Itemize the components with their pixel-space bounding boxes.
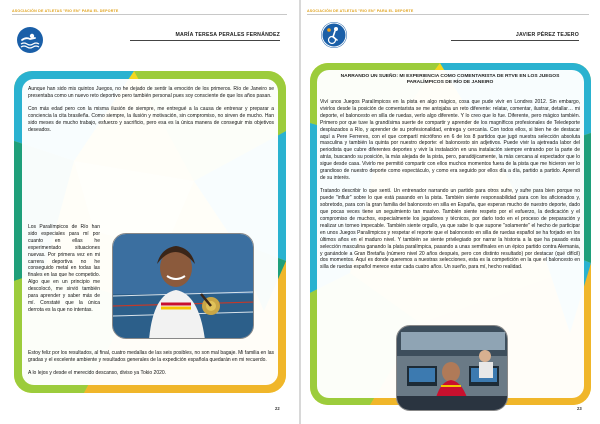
paragraph-4: Estoy feliz por los resultados, al final, cuatro medallas de las seis posibles, no son mal bagaje. Mi familia en las gradas y el excelente ambiente y resultados generales de la expedición española quedarán en mi recuerdo. xyxy=(28,350,274,363)
article-text-column xyxy=(28,224,100,320)
swimmer-icon xyxy=(17,27,43,53)
commentary-booth-photo xyxy=(396,325,508,411)
author-block xyxy=(130,32,280,41)
athlete-photo xyxy=(112,233,254,339)
article-text-top xyxy=(28,86,274,140)
paragraph-1: Viví unos Juegos Paralímpicos en la pista en algo mágico, cosa que pude vivir en Londres 2012. Sin embargo, vivirlos desde la posición de comentarista se me antojaba un reto diferente: relatar, comentar, ilustrar, detallar… mi deporte, el baloncesto en silla de ruedas, verlo algo diferente. Y lo creo que lo fue. Diferente, pero mágico también. Primero por que tuve la grandísima suerte de compartir y aprender de los magníficos profesionales de Teledeporte desplazados a Río, y aprender de su profesionalidad, entrega y cercanía. Con todos ellos, si bien he de destacar aquí a Pere Ferreres, con el que compartí micrófono en 6 de los 8 partidos que jugó nuestra selección absoluta masculina y también la quinta por nuestro deporte: el baloncesto sin adjetivos. Puede vivir la ajetreada labor del periodista que cubre diferentes deportes y vivir la instalación en una instalación siempre entrando por la parte de atrás, buscando su posición, la más alejada de la pista, pero, paradójicamente, la más cercana al espectador que lo sigue desde casa. Vivirlo me permitió compartir con ellos muchos momentos fuera de la pista que me hicieron ver lo grandioso de nuestro deporte como espectáculo, y como era seguido por ellos día a día, partido a partido. Aprendí de su interés. xyxy=(320,99,580,181)
right-page xyxy=(301,0,600,424)
author-rule xyxy=(130,40,280,41)
running-header: ASOCIACIÓN DE ATLETAS "RIO EN" PARA EL DEPORTE xyxy=(12,9,119,13)
basketball-player-icon xyxy=(321,22,347,48)
author-name: MARÍA TERESA PERALES FERNÁNDEZ xyxy=(175,32,280,38)
author-block xyxy=(451,32,579,41)
paragraph-1: Aunque han sido mis quintos Juegos, no he dejado de sentir la emoción de los primeros. Río de Janeiro se presentaba como un nuevo reto deportivo pero también personal pues soy consciente de que los años pasan. xyxy=(28,86,274,99)
author-rule xyxy=(451,40,579,41)
paragraph-2: Con más edad pero con la misma ilusión de siempre, me entregué a la causa de entrenar y preparar a conciencia la cita brasileña. Como siempre, la ilusión y motivación, sin compromiso, no sirven de mucho. Han sido meses de mucho trabajo, esfuerzo y sacrificio, pero esa es la única manera de conseguir mis objetivos deseados. xyxy=(28,106,274,134)
header-rule xyxy=(307,14,589,15)
article-title: NARRANDO UN SUEÑO: MI EXPERIENCIA COMO COMENTARISTA DE RTVE EN LOS JUEGOS PARALÍMPICOS DE RÍO DE JANEIRO xyxy=(340,74,560,85)
article-text xyxy=(320,99,580,278)
running-header: ASOCIACIÓN DE ATLETAS "RIO EN" PARA EL DEPORTE xyxy=(307,9,414,13)
page-number: 23 xyxy=(577,406,582,411)
header-rule xyxy=(12,14,287,15)
article-text-bottom xyxy=(28,350,274,384)
paragraph-3: Los Paralímpicos de Río han sido especiales para mí por cuanto en ellas he experimentado situaciones nuevas. Por primera vez en mi carrera deportiva no he conseguido metal en todas las finales en las que he competido. Algo que en un principio me descolocó, me sirvió también para aprender y saber más de mí. Constaté que la única derrota es la que no intentas. xyxy=(28,224,100,313)
left-page xyxy=(0,0,299,424)
page-number: 22 xyxy=(275,406,280,411)
author-name: JAVIER PÉREZ TEJERO xyxy=(515,32,579,38)
paragraph-2: Tratando describir lo que sentí. Un entrenador narrando un partido para otros sufre, y sufre para bien porque no puede "influir" sobre lo que está pasando en la pista. También siente responsabilidad para con los aficionados y, sobretodo, para con la gran familia del baloncesto en silla en España, que esperan mucho de nuestro deporte, dado que pocas veces tiene un seguimiento tan masivo. También siente respeto por el esfuerzo, la dedicación y el compromiso de muchos, especialmente los jugadores y técnicos, por darlo todo en el proceso de preparación y realizar un torneo impecable. También siente orgullo, ya que sabe lo que supone "solamente" el hecho de participar en unos Juegos Paralímpicos y respetar el reporte que el baloncesto en silla de ruedas español se ha forjado en los últimos años en el maduro nivel. Y también se siente privilegiado por narrar la historia a la que ha pasado esta selección masculina ganando la plata paralímpica, pasando a unas semifinales en un épico partido contra Alemania, y ganándole a Gran Bretaña (número nivel 20 años después, pero con distinto resultado) por destacar (qué difícil) dos momentos. Aquí es donde queremos a nuestras selecciones, esta es la competición en la que el baloncesto en silla de ruedas español merece estar cada cuatro años. Un sueño, para mí, hecho realidad. xyxy=(320,188,580,271)
paragraph-5: A lo lejos y desde el merecido descanso, diviso ya Tokio 2020. xyxy=(28,370,167,377)
